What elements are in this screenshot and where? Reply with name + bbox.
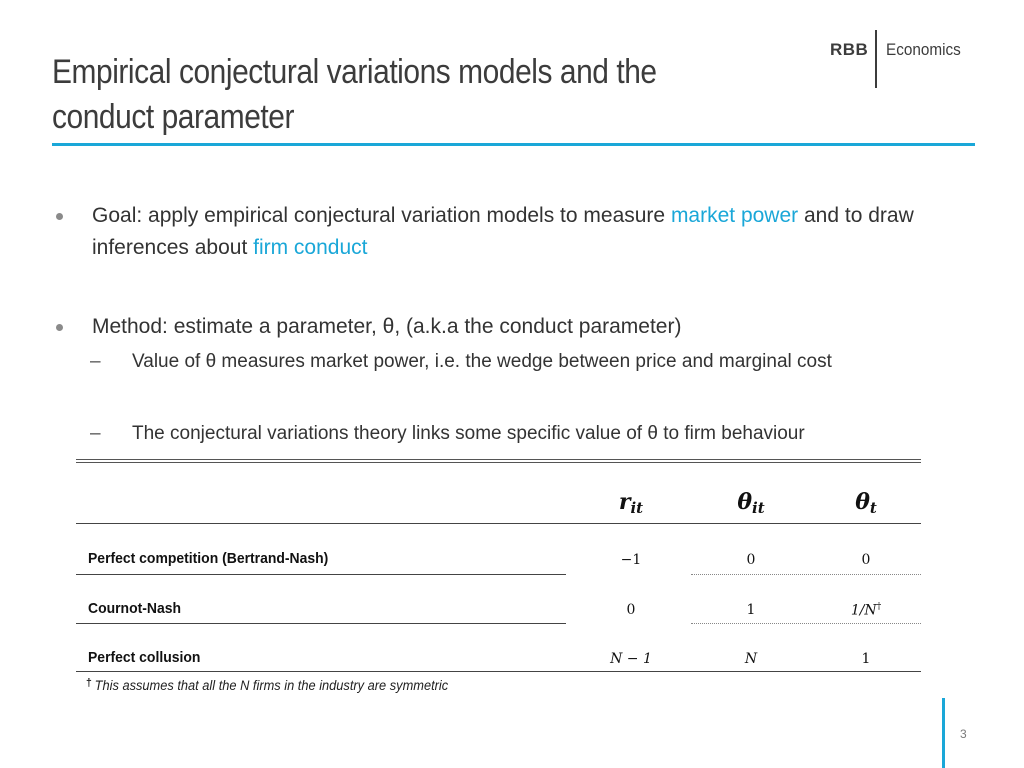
table-header-rule: [76, 523, 921, 524]
sub-bullet-conjectural-theory: [52, 421, 982, 447]
cell-theta-t-perfect-competition: 0: [861, 552, 871, 568]
header-theta-it: $\theta_{it}$: [737, 489, 765, 517]
table-top-rule: [76, 459, 921, 463]
cell-theta-it-perfect-competition: 0: [746, 552, 756, 568]
footnote-text: This assumes that all the N firms in the industry are symmetric: [94, 678, 449, 693]
bullet-list: [52, 200, 982, 447]
bullet-goal-text-middle: and to draw inferences about: [92, 204, 914, 259]
sub-bullet-text: Value of θ measures market power, i.e. the wedge between price and marginal cost: [132, 351, 832, 372]
row-separator-dotted: [691, 574, 921, 575]
logo-name: Economics: [886, 40, 961, 59]
cell-r-perfect-collusion: N − 1: [610, 651, 652, 667]
header-theta-t: $\theta_t$: [855, 489, 877, 517]
row-label-perfect-collusion: Perfect collusion: [88, 649, 201, 666]
bullet-goal-text-start: Goal: apply empirical conjectural variation models to measure: [92, 204, 671, 227]
cell-r-perfect-competition: −1: [620, 552, 642, 568]
header-r-it: $r_{it}$: [618, 489, 644, 517]
highlight-firm-conduct: firm conduct: [253, 236, 368, 259]
bullet-dot-icon: [56, 324, 63, 331]
row-label-cournot-nash: Cournot-Nash: [88, 600, 181, 617]
title-underline: [52, 143, 975, 146]
cell-theta-it-cournot-nash: 1: [746, 602, 756, 618]
dash-icon: –: [90, 423, 101, 444]
cell-theta-t-cournot-nash: 1/N†: [850, 602, 882, 619]
table-footnote: [86, 677, 448, 693]
cell-r-cournot-nash: 0: [626, 602, 636, 618]
row-separator: [76, 574, 566, 575]
footer-accent-bar: [942, 698, 945, 768]
bullet-dot-icon: [56, 213, 63, 220]
slide-title: Empirical conjectural variations models and the conduct parameter: [52, 53, 657, 136]
dagger-mark: †: [876, 602, 882, 612]
bullet-goal: [52, 200, 982, 264]
dash-icon: –: [90, 351, 101, 372]
row-separator: [76, 623, 566, 624]
bullet-method-text: Method: estimate a parameter, θ, (a.k.a the conduct parameter): [92, 315, 682, 338]
footnote-dagger: †: [86, 677, 92, 689]
logo-brand: RBB: [830, 40, 869, 59]
row-label-perfect-competition: Perfect competition (Bertrand-Nash): [88, 550, 329, 567]
page-number: 3: [960, 727, 967, 741]
row-separator-dotted: [691, 623, 921, 624]
cell-theta-it-perfect-collusion: N: [744, 651, 758, 667]
sub-bullet-value-theta: [52, 349, 982, 375]
highlight-market-power: market power: [670, 204, 799, 227]
table-bottom-rule: [76, 671, 921, 672]
sub-bullet-text: The conjectural variations theory links some specific value of θ to firm behaviour: [132, 423, 805, 444]
cell-theta-t-perfect-collusion: 1: [861, 651, 871, 667]
logo-divider: [875, 30, 877, 88]
conduct-parameter-table: [76, 459, 922, 699]
bullet-method: [52, 311, 982, 343]
